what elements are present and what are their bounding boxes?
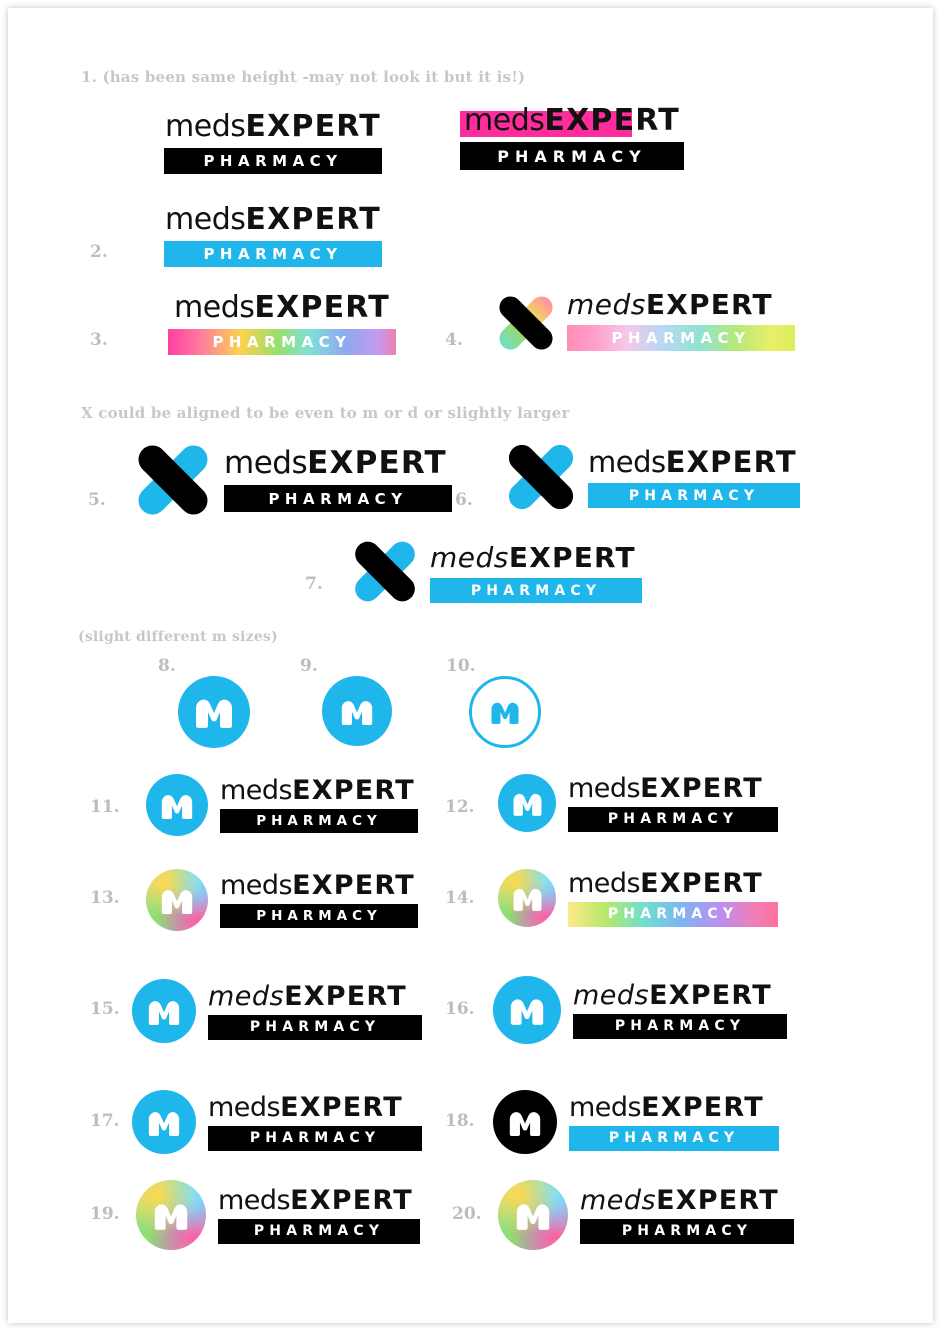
logo-variant-10 — [469, 676, 541, 748]
wordmark-meds: meds — [220, 775, 293, 806]
variant-number-14: 14. — [445, 888, 475, 908]
wordmark-meds: meds — [220, 870, 293, 901]
wordmark-expert: EXPERT — [292, 775, 415, 806]
wordmark — [460, 103, 684, 138]
logo-variant-8 — [178, 676, 250, 748]
pharmacy-label: PHARMACY — [256, 908, 382, 924]
pharmacy-label: PHARMACY — [628, 487, 760, 504]
m-monogram-icon — [508, 1109, 542, 1136]
m-circle-icon — [136, 1180, 206, 1250]
variant-number-4: 4. — [445, 330, 463, 350]
wordmark-meds: meds — [165, 109, 246, 144]
logo-variant-1-magenta — [460, 103, 684, 170]
wordmark — [220, 872, 418, 899]
pharmacy-bar — [568, 902, 778, 927]
wordmark-expert: EXPERT — [645, 288, 773, 321]
wordmark-expert: EXPERT — [649, 979, 772, 1011]
wordmark-expert: EXPERT — [307, 445, 447, 481]
m-circle-icon — [498, 774, 556, 832]
pharmacy-bar — [588, 483, 800, 508]
wordmark-meds: meds — [208, 980, 285, 1012]
variant-number-9: 9. — [300, 656, 318, 676]
pharmacy-bar — [220, 809, 418, 833]
wordmark-meds: meds — [588, 445, 666, 479]
m-monogram-icon — [509, 996, 545, 1025]
m-circle-icon — [498, 869, 556, 927]
variant-number-8: 8. — [158, 656, 176, 676]
logo-variant-13 — [146, 869, 418, 931]
variant-number-12: 12. — [445, 797, 475, 817]
m-monogram-icon — [160, 792, 194, 819]
wordmark-expert: EXPERT — [280, 1091, 403, 1123]
pharmacy-bar — [224, 485, 452, 512]
variant-number-10: 10. — [446, 656, 476, 676]
pharmacy-bar — [569, 1126, 779, 1151]
wordmark-expert: EXPERT — [656, 1184, 779, 1216]
m-monogram-icon — [340, 698, 374, 725]
pharmacy-label: PHARMACY — [470, 582, 602, 599]
wordmark-meds: meds — [224, 445, 308, 481]
wordmark-meds: meds — [218, 1184, 291, 1216]
wordmark — [568, 772, 778, 804]
m-circle-icon — [493, 1090, 557, 1154]
logo-variant-12 — [498, 774, 778, 832]
logo-variant-17 — [132, 1090, 422, 1154]
pharmacy-label: PHARMACY — [497, 146, 647, 166]
m-monogram-icon — [512, 791, 543, 816]
wordmark-meds: meds — [568, 867, 641, 899]
logo-variant-5 — [134, 442, 452, 518]
m-monogram-icon — [490, 700, 520, 724]
pharmacy-bar — [430, 578, 642, 603]
variant-number-15: 15. — [90, 999, 120, 1019]
logo-concept-sheet — [8, 8, 933, 1323]
wordmark — [567, 288, 795, 321]
wordmark — [430, 541, 642, 574]
x-mark-icon — [495, 293, 557, 353]
m-circle-icon — [498, 1180, 568, 1250]
variant-number-6: 6. — [455, 490, 473, 510]
wordmark — [208, 980, 422, 1012]
wordmark-expert: EXPERT — [290, 1184, 413, 1216]
pharmacy-bar — [218, 1219, 420, 1244]
variant-number-17: 17. — [90, 1111, 120, 1131]
x-mark-icon — [506, 442, 576, 514]
x-mark-icon — [134, 442, 212, 518]
variant-number-16: 16. — [445, 999, 475, 1019]
variant-number-5: 5. — [88, 490, 106, 510]
pharmacy-label: PHARMACY — [608, 1130, 740, 1146]
wordmark — [573, 979, 787, 1011]
wordmark — [588, 445, 800, 479]
m-circle-icon — [146, 869, 208, 931]
wordmark-expert: EXPERT — [254, 290, 390, 325]
logo-variant-11 — [146, 774, 418, 836]
x-mark-icon — [352, 538, 418, 604]
pharmacy-bar — [208, 1015, 422, 1040]
variant-number-13: 13. — [90, 888, 120, 908]
logo-variant-18 — [493, 1090, 779, 1154]
wordmark-meds: meds — [580, 1184, 657, 1216]
pharmacy-label: PHARMACY — [607, 906, 739, 922]
wordmark — [164, 202, 382, 237]
pharmacy-bar — [208, 1126, 422, 1151]
wordmark-expert: EXPERT — [640, 867, 763, 899]
wordmark — [218, 1184, 420, 1216]
wordmark-expert: EXPERT — [508, 541, 636, 574]
m-monogram-icon — [147, 998, 181, 1025]
wordmark-meds: meds — [165, 202, 246, 237]
logo-variant-15 — [132, 979, 422, 1043]
logo-variant-2 — [164, 202, 382, 267]
wordmark-expert: EXPERT — [245, 202, 381, 237]
wordmark-expert: EXPERT — [292, 870, 415, 901]
m-circle-icon — [132, 1090, 196, 1154]
variant-number-19: 19. — [90, 1204, 120, 1224]
m-monogram-icon — [194, 696, 234, 728]
pharmacy-label: PHARMACY — [607, 811, 739, 827]
pharmacy-bar — [460, 142, 684, 170]
pharmacy-bar — [168, 329, 396, 355]
wordmark — [208, 1091, 422, 1123]
pharmacy-label: PHARMACY — [203, 245, 343, 263]
logo-variant-20 — [498, 1180, 794, 1250]
wordmark-meds: meds — [567, 288, 646, 321]
pharmacy-label: PHARMACY — [268, 489, 408, 508]
wordmark-meds: meds — [174, 290, 255, 325]
logo-variant-7 — [352, 538, 642, 604]
pharmacy-label: PHARMACY — [203, 152, 343, 170]
pharmacy-bar — [164, 241, 382, 267]
variant-number-18: 18. — [445, 1111, 475, 1131]
wordmark-expert: EXPERT — [641, 1091, 764, 1123]
m-circle-icon — [146, 774, 208, 836]
variant-number-20: 20. — [452, 1204, 482, 1224]
pharmacy-bar — [567, 325, 795, 351]
wordmark-expert: EXPERT — [544, 103, 680, 138]
logo-variant-3 — [168, 290, 396, 355]
wordmark-meds: meds — [208, 1091, 281, 1123]
wordmark — [568, 867, 778, 899]
pharmacy-bar — [580, 1219, 794, 1244]
pharmacy-label: PHARMACY — [249, 1130, 381, 1146]
pharmacy-label: PHARMACY — [249, 1019, 381, 1035]
logo-variant-1 — [164, 109, 382, 174]
logo-variant-14 — [498, 869, 778, 927]
pharmacy-label: PHARMACY — [253, 1223, 385, 1239]
pharmacy-label: PHARMACY — [256, 813, 382, 829]
variant-number-11: 11. — [90, 797, 120, 817]
pharmacy-bar — [568, 807, 778, 832]
pharmacy-bar — [573, 1014, 787, 1039]
wordmark — [224, 445, 452, 481]
note-x-align: X could be aligned to be even to m or d or slightly larger — [81, 404, 570, 422]
pharmacy-label: PHARMACY — [614, 1018, 746, 1034]
logo-variant-9 — [322, 676, 392, 746]
note-m-sizes: (slight different m sizes) — [78, 629, 278, 645]
wordmark-expert: EXPERT — [640, 772, 763, 804]
logo-variant-4 — [495, 288, 795, 353]
wordmark — [220, 777, 418, 804]
m-monogram-icon — [515, 1201, 551, 1230]
wordmark-meds: meds — [464, 103, 545, 138]
m-monogram-icon — [147, 1109, 181, 1136]
wordmark — [580, 1184, 794, 1216]
wordmark-meds: meds — [569, 1091, 642, 1123]
pharmacy-label: PHARMACY — [621, 1223, 753, 1239]
m-circle-icon — [132, 979, 196, 1043]
pharmacy-label: PHARMACY — [611, 329, 751, 347]
variant-number-7: 7. — [305, 574, 323, 594]
pharmacy-bar — [164, 148, 382, 174]
logo-variant-6 — [506, 442, 800, 514]
logo-variant-19 — [136, 1180, 420, 1250]
wordmark — [164, 109, 382, 144]
wordmark-meds: meds — [568, 772, 641, 804]
logo-variant-16 — [493, 976, 787, 1044]
wordmark — [569, 1091, 779, 1123]
pharmacy-label: PHARMACY — [212, 333, 352, 351]
note-1: 1. (has been same height -may not look it but it is!) — [81, 68, 526, 86]
m-circle-icon — [493, 976, 561, 1044]
m-monogram-icon — [153, 1201, 189, 1230]
wordmark-expert: EXPERT — [665, 445, 797, 479]
variant-number-3: 3. — [90, 330, 108, 350]
wordmark-expert: EXPERT — [284, 980, 407, 1012]
m-monogram-icon — [160, 887, 194, 914]
wordmark-expert: EXPERT — [245, 109, 381, 144]
wordmark-meds: meds — [430, 541, 509, 574]
pharmacy-bar — [220, 904, 418, 928]
m-monogram-icon — [512, 886, 543, 911]
variant-number-2: 2. — [90, 242, 108, 262]
wordmark — [168, 290, 396, 325]
wordmark-meds: meds — [573, 979, 650, 1011]
